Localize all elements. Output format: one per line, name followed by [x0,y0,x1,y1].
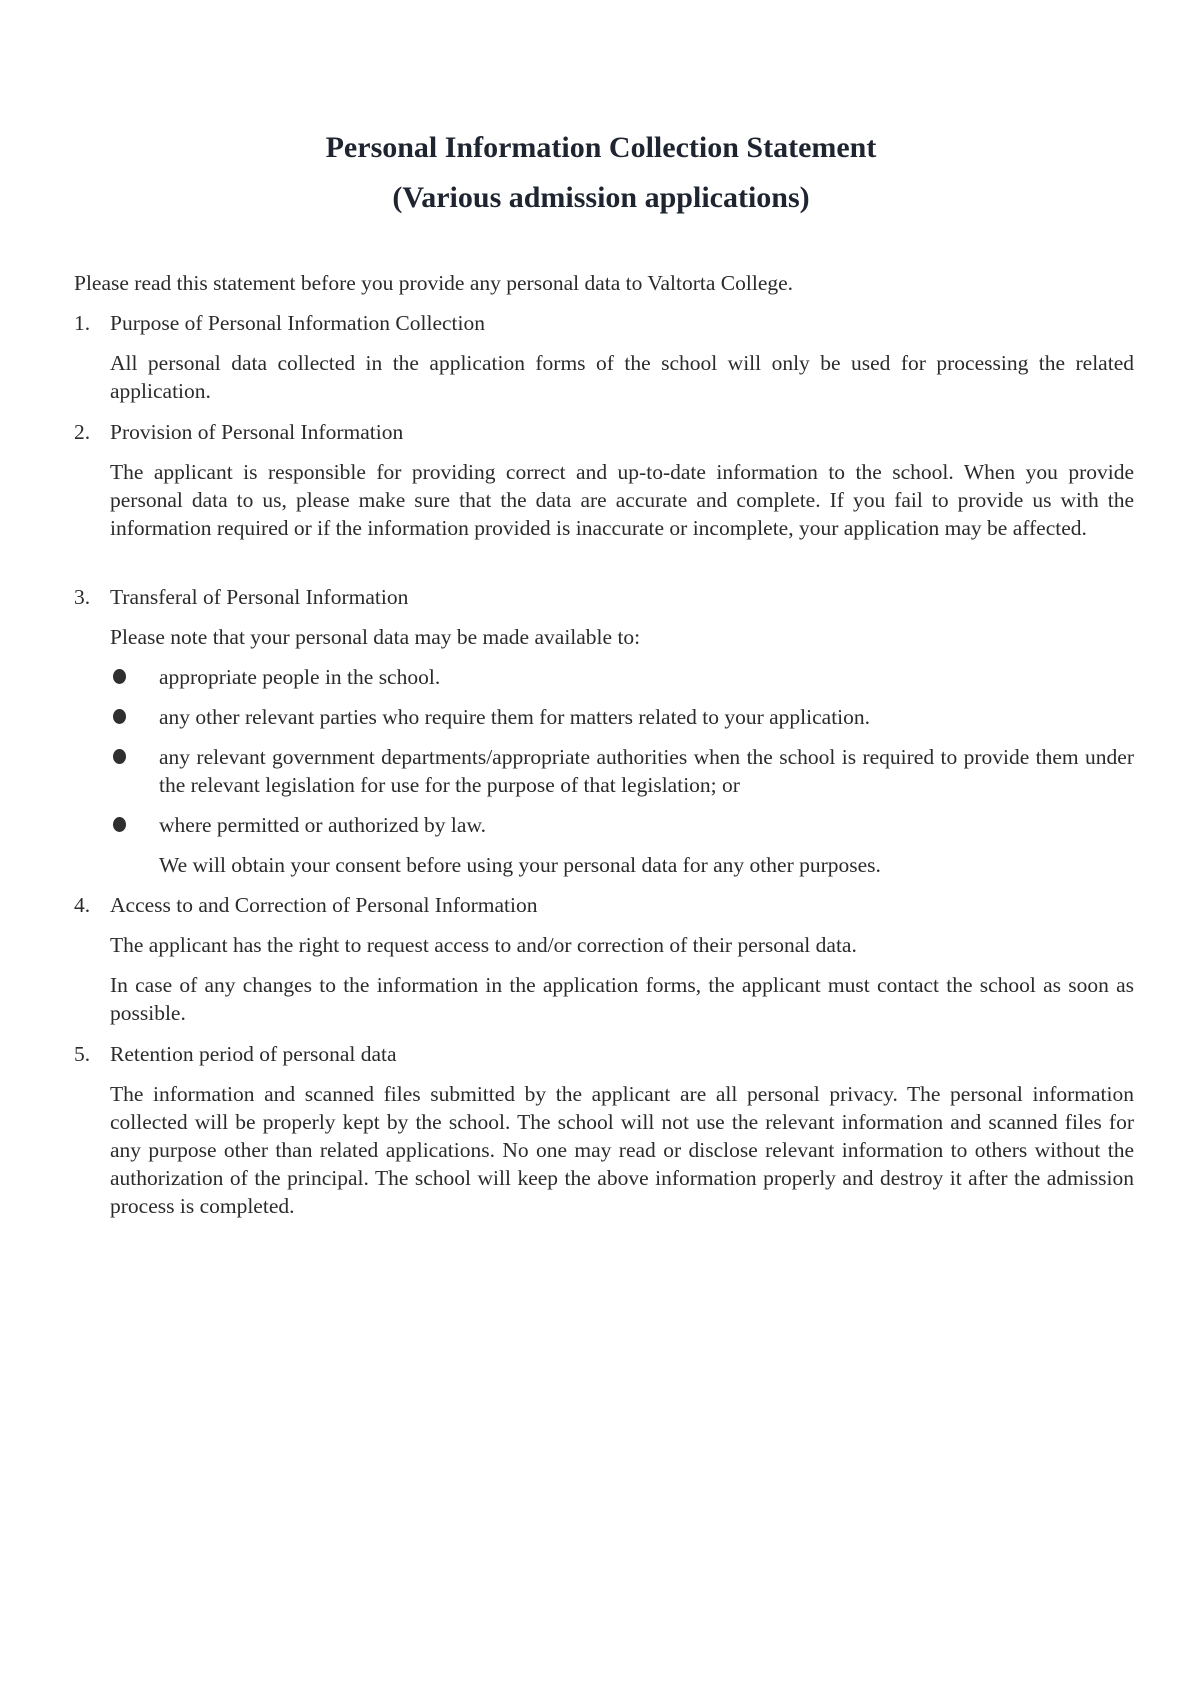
section-2-paragraph: The applicant is responsible for providing correct and up-to-date information to the school. When you provide personal data to us, please make sure that the data are accurate and complete. If you fail to provide us with the information required or if the information provided is inaccurate or incomplete, your application may be affected. [110,460,1134,540]
intro-paragraph: Please read this statement before you provide any personal data to Valtorta College. [74,271,794,295]
section-3-number: 3. [74,585,91,609]
document-title: Personal Information Collection Statement [325,131,877,164]
section-4-paragraph: In case of any changes to the information in the application forms, the applicant must contact the school as soon as possible. [110,973,1134,1025]
section-3-heading: Transferal of Personal Information [110,585,409,609]
bullet-item: any other relevant parties who require them for matters related to your application. [159,705,871,729]
bullet-item: any relevant government departments/appropriate authorities when the school is required to provide them under the relevant legislation for use for the purpose of that legislation; or [159,745,1134,797]
bullet-icon [113,749,126,764]
section-4-heading: Access to and Correction of Personal Information [110,893,538,917]
bullet-icon [113,709,126,724]
section-5-number: 5. [74,1042,91,1066]
bullet-item: appropriate people in the school. [159,665,441,689]
bullet-icon [113,817,126,832]
section-1-heading: Purpose of Personal Information Collection [110,311,485,335]
section-4-paragraph: The applicant has the right to request access to and/or correction of their personal data. [110,933,857,957]
section-1-paragraph: All personal data collected in the application forms of the school will only be used for processing the related application. [110,351,1134,403]
section-2-heading: Provision of Personal Information [110,420,404,444]
bullet-item: where permitted or authorized by law. [159,813,486,837]
bullet-icon [113,669,126,684]
section-4-number: 4. [74,893,91,917]
section-3-closing: We will obtain your consent before using your personal data for any other purposes. [159,853,881,877]
section-5-heading: Retention period of personal data [110,1042,397,1066]
section-1-number: 1. [74,311,91,335]
section-3-paragraph: Please note that your personal data may be made available to: [110,625,641,649]
document-subtitle: (Various admission applications) [392,181,810,214]
section-5-paragraph: The information and scanned files submitted by the applicant are all personal privacy. The personal information collected will be properly kept by the school. The school will not use the relevant information and scanned files for any purpose other than related applications. No one may read or disclose relevant information to others without the authorization of the principal. The school will keep the above information properly and destroy it after the admission process is completed. [110,1082,1134,1218]
section-2-number: 2. [74,420,91,444]
